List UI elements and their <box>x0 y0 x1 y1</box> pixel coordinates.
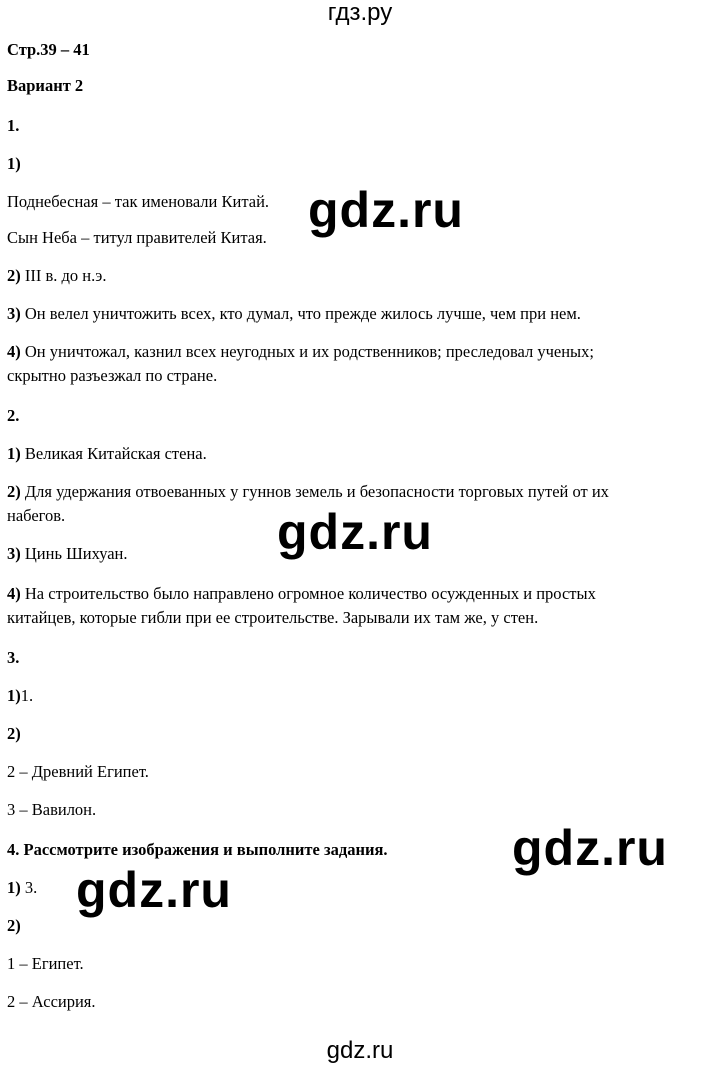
task-2-part-1-text: Великая Китайская стена. <box>20 444 207 463</box>
task-4-part-1 <box>7 876 37 900</box>
task-2-part-1-label: 1) <box>7 444 21 463</box>
task-1-part-2 <box>7 264 106 288</box>
variant-title: Вариант 2 <box>7 76 84 95</box>
task-1-part-3 <box>7 302 581 326</box>
task-1-part-3-label: 3) <box>7 304 21 323</box>
task-2-part-4-text-cont: китайцев, которые гибли при ее строительстве. Зарывали их там же, у стен. <box>7 608 539 627</box>
task-4-part-2-line-1: 1 – Египет. <box>7 954 84 973</box>
watermark-logo: gdz.ru <box>308 182 464 238</box>
task-3-part-1-label: 1) <box>7 686 21 705</box>
task-2-part-2 <box>7 480 609 504</box>
task-1-part-4-text: Он уничтожал, казнил всех неугодных и их родственников; преследовал ученых; <box>20 342 594 361</box>
task-1-number: 1. <box>7 116 20 135</box>
site-header: гдз.ру <box>327 0 393 26</box>
task-3-number: 3. <box>7 648 20 667</box>
watermark-logo: gdz.ru <box>512 820 668 876</box>
task-2-part-2-text-cont: набегов. <box>7 506 66 525</box>
task-2-number: 2. <box>7 406 20 425</box>
task-1-part-4-text-cont: скрытно разъезжал по стране. <box>7 366 218 385</box>
task-3-part-1 <box>7 684 33 708</box>
task-1-part-1-line-2: Сын Неба – титул правителей Китая. <box>7 228 267 247</box>
task-1-part-4-label: 4) <box>7 342 21 361</box>
task-4-title: 4. Рассмотрите изображения и выполните задания. <box>7 840 388 859</box>
task-2-part-3-text: Цинь Шихуан. <box>20 544 128 563</box>
page-title: Стр.39 – 41 <box>7 40 90 59</box>
task-4-part-1-text: 3. <box>20 878 38 897</box>
task-2-part-4 <box>7 582 596 606</box>
task-3-part-2-line-1: 2 – Древний Египет. <box>7 762 149 781</box>
task-1-part-3-text: Он велел уничтожить всех, кто думал, что прежде жилось лучше, чем при нем. <box>20 304 581 323</box>
task-1-part-1-label: 1) <box>7 154 21 173</box>
task-2-part-4-label: 4) <box>7 584 21 603</box>
task-4-part-2-line-2: 2 – Ассирия. <box>7 992 96 1011</box>
task-3-part-1-text: 1. <box>20 686 34 705</box>
task-1-part-1-line-1: Поднебесная – так именовали Китай. <box>7 192 270 211</box>
task-4-part-1-label: 1) <box>7 878 21 897</box>
site-footer: gdz.ru <box>326 1037 394 1064</box>
task-2-part-3-label: 3) <box>7 544 21 563</box>
task-3-part-2-line-2: 3 – Вавилон. <box>7 800 97 819</box>
task-4-part-2-label: 2) <box>7 916 21 935</box>
task-2-part-1 <box>7 442 207 466</box>
task-3-part-2-label: 2) <box>7 724 21 743</box>
task-2-part-2-text: Для удержания отвоеванных у гуннов земель и безопасности торговых путей от их <box>20 482 609 501</box>
task-2-part-3 <box>7 542 128 566</box>
task-2-part-2-label: 2) <box>7 482 21 501</box>
watermark-logo: gdz.ru <box>277 504 433 560</box>
task-1-part-2-label: 2) <box>7 266 21 285</box>
task-2-part-4-text: На строительство было направлено огромное количество осужденных и простых <box>20 584 596 603</box>
task-1-part-4 <box>7 340 594 364</box>
watermark-logo: gdz.ru <box>76 862 232 918</box>
task-1-part-2-text: III в. до н.э. <box>20 266 107 285</box>
